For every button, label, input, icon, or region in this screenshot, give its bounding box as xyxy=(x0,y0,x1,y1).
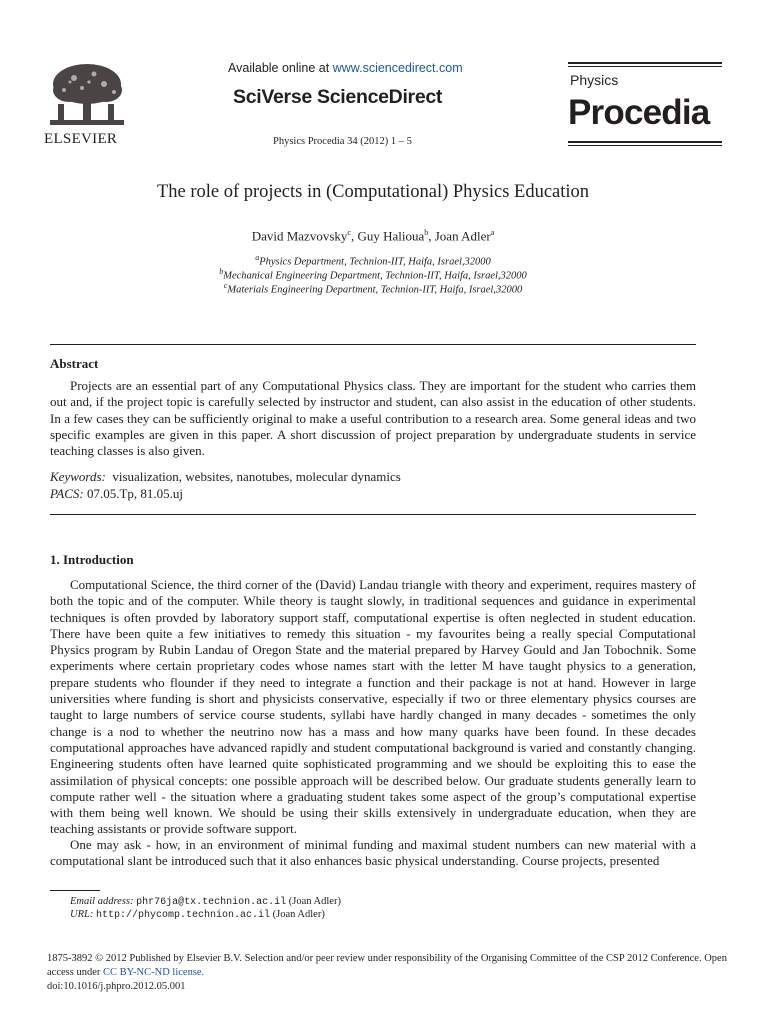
sciverse-logo: SciVerse ScienceDirect xyxy=(233,86,443,108)
author-sup: b xyxy=(424,228,429,237)
intro-paragraph: One may ask - how, in an environment of minimal funding and maximal student numbers can new material with a computational slant be introduced such that it also enhances basic physical understanding. Course projects, presented xyxy=(50,837,696,869)
author-list: David Mazvovsky$^c$, Guy Halioua$^b$, Joan Adler$^a$ xyxy=(251,228,495,244)
affiliation xyxy=(0,267,746,282)
journal-rule xyxy=(568,66,722,67)
url-owner: (Joan Adler) xyxy=(272,909,325,920)
affiliation-text: Mechanical Engineering Department, Technion-IIT, Haifa, Israel,32000 xyxy=(223,270,527,282)
intro-paragraph: Computational Science, the third corner of the (David) Landau triangle with theory and experiment, requires mastery of both the topic and of the computer. While theory is taught slowly, in traditional sequences and guidance in experimental techniques is often provded by laboratory support staff, computational expertise is often neglected in student education. There have been quite a few initiatives to remedy this situation - my favourites being a really special Computational Physics program by Rubin Landau of Oregon State and the material prepared by Harvey Gould and Jan Tobochnik. Some experiments where certain proprietary codes whose names start with the letter M have taught physics to a generation, prepare students who flounder if they need to integrate a function and their package is not at hand. However in large universities where funding is short and physicists conservative, especially if two or three elementary physics courses are taught to large numbers of service course students, syllabi have hardly changed in many decades - sometimes the only change is a nod to whether the neutrino now has a mass and how many quarks have been found. In these decades computational approaches have advanced rapidly and student computational background is varied and constantly changing. Engineering students often have learned quite sophisticated programming and we should be exploiting this to ease the assimilation of physical concepts: one possible approach will be described below. Our graduate students generally learn to compute rather well - the situation where a graduating student takes some aspect of the group’s computational expertise with them being well known. We should be using their skills extensively in undergraduate education, when they are teaching assistants or provide software support. xyxy=(50,577,696,837)
doi: doi:10.1016/j.phpro.2012.05.001 xyxy=(47,981,186,992)
footnote-rule xyxy=(50,890,100,891)
citation: Physics Procedia 34 (2012) 1 – 5 xyxy=(273,136,412,147)
author-name: Joan Adler xyxy=(434,228,491,244)
availability-line xyxy=(228,61,463,75)
section-heading-introduction: 1. Introduction xyxy=(50,552,134,567)
keywords-text: visualization, websites, nanotubes, molecular dynamics xyxy=(112,469,401,484)
footnote-email xyxy=(70,896,341,908)
author-sup: a xyxy=(490,228,495,237)
journal-rule xyxy=(568,62,722,64)
copyright-notice xyxy=(47,952,727,980)
journal-rule xyxy=(568,141,722,143)
copyright-text: 1875-3892 © 2012 Published by Elsevier B.V. Selection and/or peer review under responsibility of the Organising Committee of the CSP 2012 Conference. Open access under xyxy=(47,953,727,978)
affiliation-sup: b xyxy=(219,267,224,276)
paper-title: The role of projects in (Computational) Physics Education xyxy=(156,182,590,202)
footnote-url xyxy=(70,909,325,921)
keywords-block xyxy=(50,469,401,502)
publisher-name: ELSEVIER xyxy=(44,131,118,147)
abstract-body: Projects are an essential part of any Computational Physics class. They are important for the student who carries them out and, if the project topic is carefully selected by instructor and student, can also assist in the education of other students. In a few cases they can be sufficiently original to make a useful contribution to a research area. Some general ideas and two specific examples are given in this paper. A short discussion of project preparation by undergraduate students in service teaching classes is also given. xyxy=(50,378,696,459)
availability-prefix: Available online at xyxy=(228,61,333,75)
email-label: Email address: xyxy=(70,896,134,907)
keywords-label: Keywords: xyxy=(50,469,106,484)
abstract-top-rule xyxy=(50,344,696,345)
author-sup: c xyxy=(347,228,351,237)
affiliation-sup: a xyxy=(255,253,260,262)
homepage-link[interactable]: http://phycomp.technion.ac.il xyxy=(95,910,270,921)
sciencedirect-link[interactable]: www.sciencedirect.com xyxy=(332,61,463,75)
affiliation xyxy=(0,281,746,296)
affiliation-text: Physics Department, Technion-IIT, Haifa, Israel,32000 xyxy=(259,256,491,268)
license-link[interactable]: CC BY-NC-ND license. xyxy=(102,967,205,978)
abstract-heading: Abstract xyxy=(50,356,99,371)
email-owner: (Joan Adler) xyxy=(288,896,341,907)
journal-rule xyxy=(568,145,722,146)
affiliation xyxy=(0,253,746,268)
email-address[interactable]: phr76ja@tx.technion.ac.il xyxy=(136,897,287,908)
abstract-bottom-rule xyxy=(50,514,696,515)
affiliation-sup: c xyxy=(223,281,228,290)
url-label: URL: xyxy=(70,909,94,920)
pacs-label: PACS: xyxy=(50,485,84,501)
affiliation-text: Materials Engineering Department, Technion-IIT, Haifa, Israel,32000 xyxy=(227,284,523,296)
author-name: David Mazvovsky xyxy=(251,228,348,244)
pacs-text: 07.05.Tp, 81.05.uj xyxy=(86,485,184,501)
author-name: Guy Halioua xyxy=(357,228,425,244)
journal-name-large: Procedia xyxy=(568,93,710,132)
journal-name-small: Physics xyxy=(570,72,619,88)
